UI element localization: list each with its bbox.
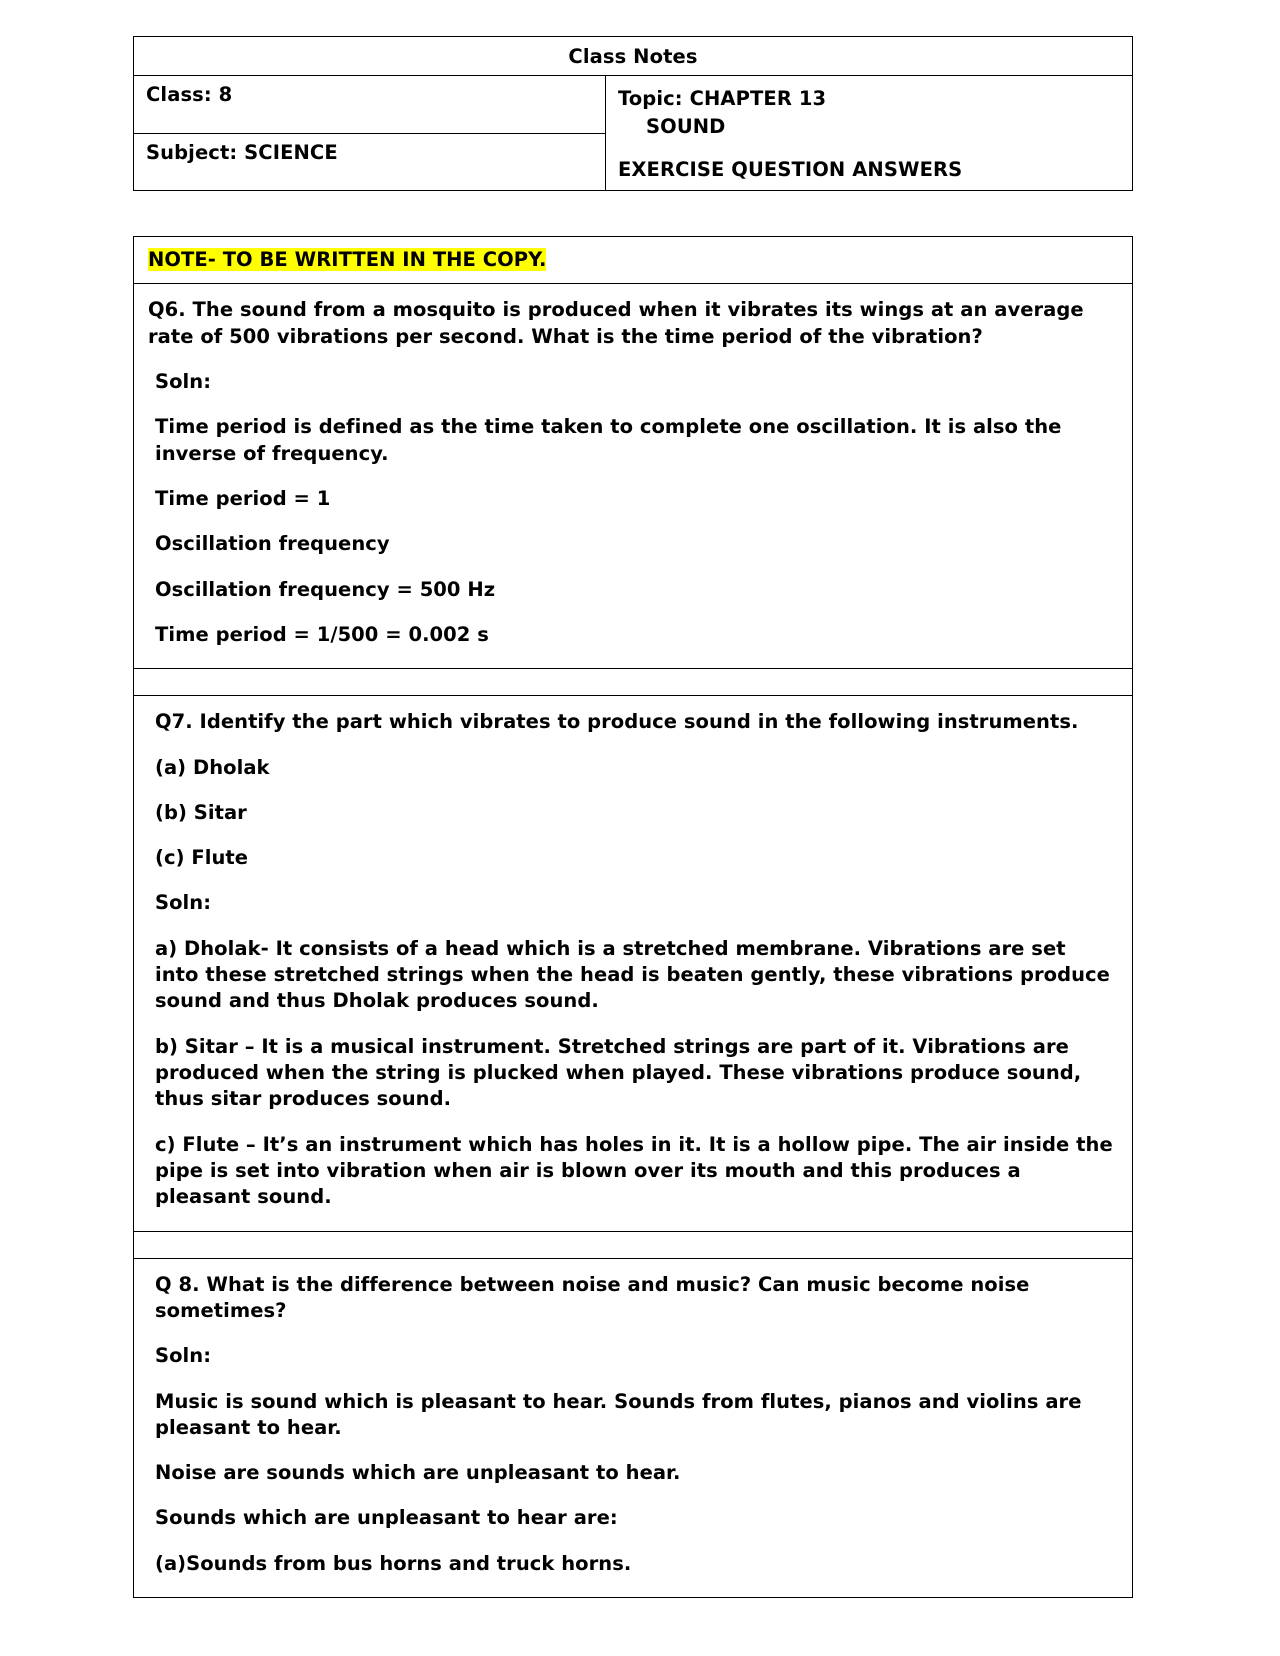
- q8-section: [134, 1259, 1132, 1598]
- topic-cell: [606, 76, 1133, 191]
- q7-answer-b: b) Sitar – It is a musical instrument. Stretched strings are part of it. Vibrations are produced when the string is plucked when played. These vibrations produce sound, thus sitar produces sound.: [155, 1034, 1082, 1111]
- q8-line-2: Noise are sounds which are unpleasant to hear.: [155, 1461, 681, 1485]
- q7-option-a: (a) Dholak: [155, 755, 270, 779]
- note-cell: [134, 237, 1133, 284]
- q7-question: Q7. Identify the part which vibrates to produce sound in the following instruments.: [155, 710, 1079, 734]
- spacer-cell-2: [134, 1231, 1133, 1258]
- q6-cell: [134, 284, 1133, 669]
- q6-line-4: Oscillation frequency = 500 Hz: [155, 577, 496, 601]
- q7-answer-c: c) Flute – It’s an instrument which has holes in it. It is a hollow pipe. The air inside the pipe is set into vibration when air is blown over its mouth and this produces a pleasant sound.: [155, 1132, 1113, 1209]
- q6-line-5: Time period = 1/500 = 0.002 s: [155, 622, 489, 646]
- spacer-row-2: [134, 1231, 1133, 1258]
- q7-row: [134, 696, 1133, 1231]
- spacer-row-1: [134, 669, 1133, 696]
- q8-row: [134, 1258, 1133, 1598]
- q6-question: Q6. The sound from a mosquito is produced when it vibrates its wings at an average rate of 500 vibrations per second. What is the time period of the vibration?: [148, 298, 1084, 348]
- q6-section: [134, 284, 1132, 668]
- q6-line-3: Oscillation frequency: [155, 532, 390, 556]
- q8-line-4: (a)Sounds from bus horns and truck horns.: [155, 1551, 632, 1575]
- q7-cell: [134, 696, 1133, 1231]
- header-title-row: [134, 37, 1133, 76]
- q6-line-1: Time period is defined as the time taken to complete one oscillation. It is also the inverse of frequency.: [155, 415, 1062, 465]
- q8-soln-label: Soln:: [155, 1344, 212, 1368]
- header-info-row-1: [134, 76, 1133, 134]
- note-section: [134, 237, 1132, 283]
- q8-line-1: Music is sound which is pleasant to hear. Sounds from flutes, pianos and violins are pleasant to hear.: [155, 1389, 1082, 1439]
- q6-row: [134, 284, 1133, 669]
- q8-line-3: Sounds which are unpleasant to hear are:: [155, 1506, 618, 1530]
- q7-soln-label: Soln:: [155, 891, 212, 915]
- content-table: [133, 236, 1133, 1598]
- q7-option-c: (c) Flute: [155, 846, 249, 870]
- q8-cell: [134, 1258, 1133, 1598]
- document-title: Class Notes: [134, 37, 1133, 76]
- topic-label: Topic: CHAPTER 13: [618, 87, 827, 110]
- q7-option-b: (b) Sitar: [155, 800, 247, 824]
- exercise-label: EXERCISE QUESTION ANSWERS: [618, 158, 963, 182]
- topic-value: SOUND: [646, 114, 726, 138]
- q7-section: [134, 696, 1132, 1230]
- q7-answer-a: a) Dholak- It consists of a head which is a stretched membrane. Vibrations are set into these stretched strings when the head is beaten gently, these vibrations produce sound and thus Dholak produces sound.: [155, 936, 1110, 1013]
- q8-question: Q 8. What is the difference between noise and music? Can music become noise sometimes?: [155, 1272, 1030, 1322]
- q6-line-2: Time period = 1: [155, 486, 331, 510]
- subject-cell: Subject: SCIENCE: [134, 133, 606, 191]
- spacer-cell-1: [134, 669, 1133, 696]
- note-paragraph: [148, 247, 1114, 273]
- topic-spacer: [618, 140, 1122, 156]
- note-row: [134, 237, 1133, 284]
- class-cell: Class: 8: [134, 76, 606, 134]
- q6-soln-label: Soln:: [155, 370, 212, 393]
- note-highlight: NOTE- TO BE WRITTEN IN THE COPY.: [148, 248, 547, 272]
- class-notes-header-table: [133, 36, 1133, 191]
